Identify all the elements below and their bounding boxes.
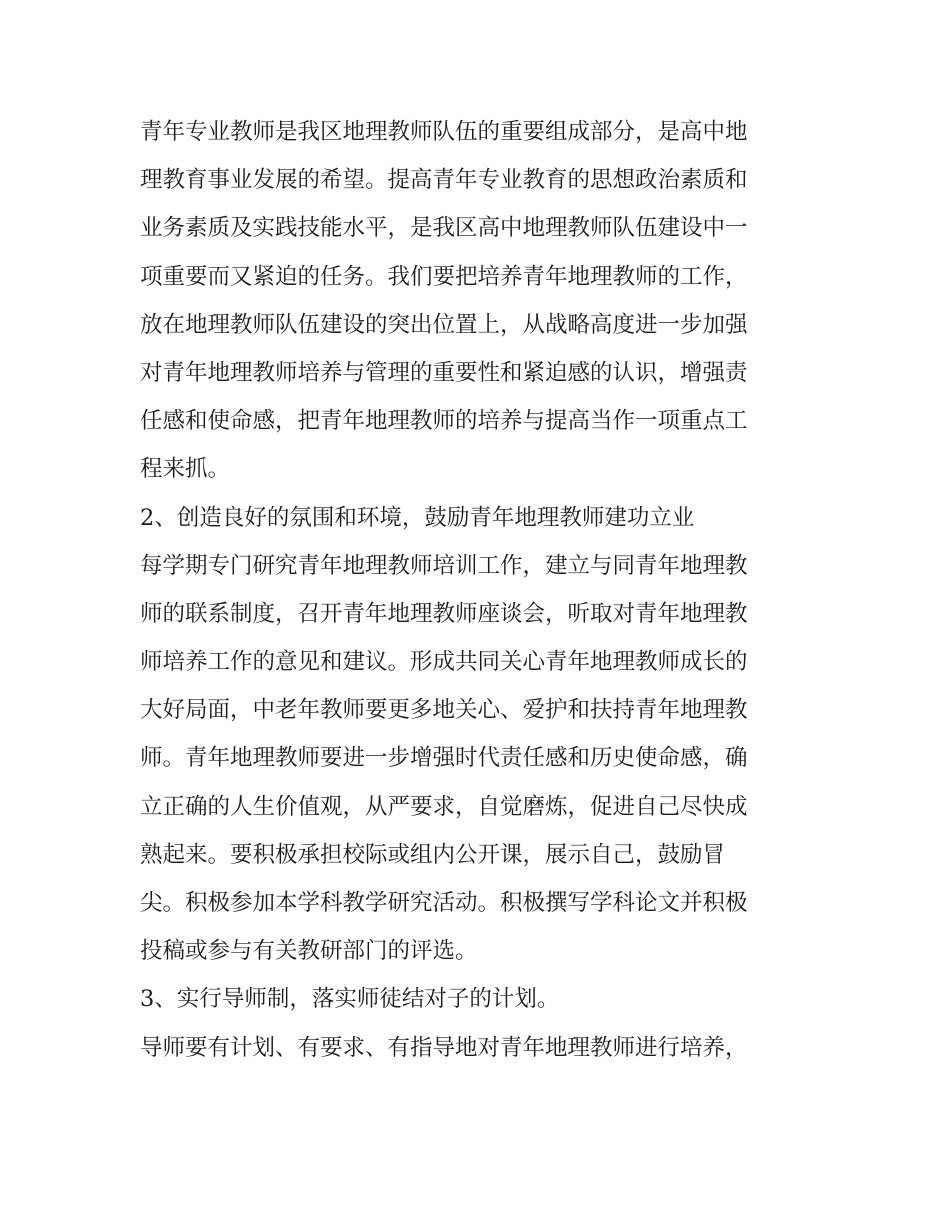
paragraph-line: 项重要而又紧迫的任务。我们要把培养青年地理教师的工作， [140, 263, 748, 290]
paragraph-line: 程来抓。 [140, 456, 231, 483]
section-heading: 3、实行导师制，落实师徒结对子的计划。 [140, 986, 560, 1013]
paragraph-line: 师培养工作的意见和建议。形成共同关心青年地理教师成长的 [140, 649, 748, 676]
paragraph-line: 任感和使命感，把青年地理教师的培养与提高当作一项重点工 [140, 408, 748, 435]
paragraph-line: 每学期专门研究青年地理教师培训工作，建立与同青年地理教 [140, 552, 748, 579]
paragraph-line: 立正确的人生价值观，从严要求，自觉磨炼，促进自己尽快成 [140, 793, 748, 820]
paragraph-line: 理教育事业发展的希望。提高青年专业教育的思想政治素质和 [140, 167, 748, 194]
paragraph-line: 业务素质及实践技能水平，是我区高中地理教师队伍建设中一 [140, 215, 748, 242]
section-heading: 2、创造良好的氛围和环境，鼓励青年地理教师建功立业 [140, 504, 695, 531]
paragraph-line: 青年专业教师是我区地理教师队伍的重要组成部分，是高中地 [140, 119, 748, 145]
paragraph-line: 导师要有计划、有要求、有指导地对青年地理教师进行培养， [140, 1034, 748, 1061]
paragraph-line: 大好局面，中老年教师要更多地关心、爱护和扶持青年地理教 [140, 697, 748, 724]
document-body [140, 108, 820, 1072]
paragraph-line: 对青年地理教师培养与管理的重要性和紧迫感的认识，增强责 [140, 359, 748, 386]
paragraph-line: 尖。积极参加本学科教学研究活动。积极撰写学科论文并积极 [140, 890, 748, 916]
paragraph-line: 熟起来。要积极承担校际或组内公开课，展示自己，鼓励冒 [140, 841, 726, 868]
paragraph-line: 师的联系制度，召开青年地理教师座谈会，听取对青年地理教 [140, 600, 748, 627]
paragraph-line: 师。青年地理教师要进一步增强时代责任感和历史使命感，确 [140, 745, 748, 772]
paragraph-line: 放在地理教师队伍建设的突出位置上，从战略高度进一步加强 [140, 311, 748, 338]
paragraph-line: 投稿或参与有关教研部门的评选。 [140, 938, 478, 965]
